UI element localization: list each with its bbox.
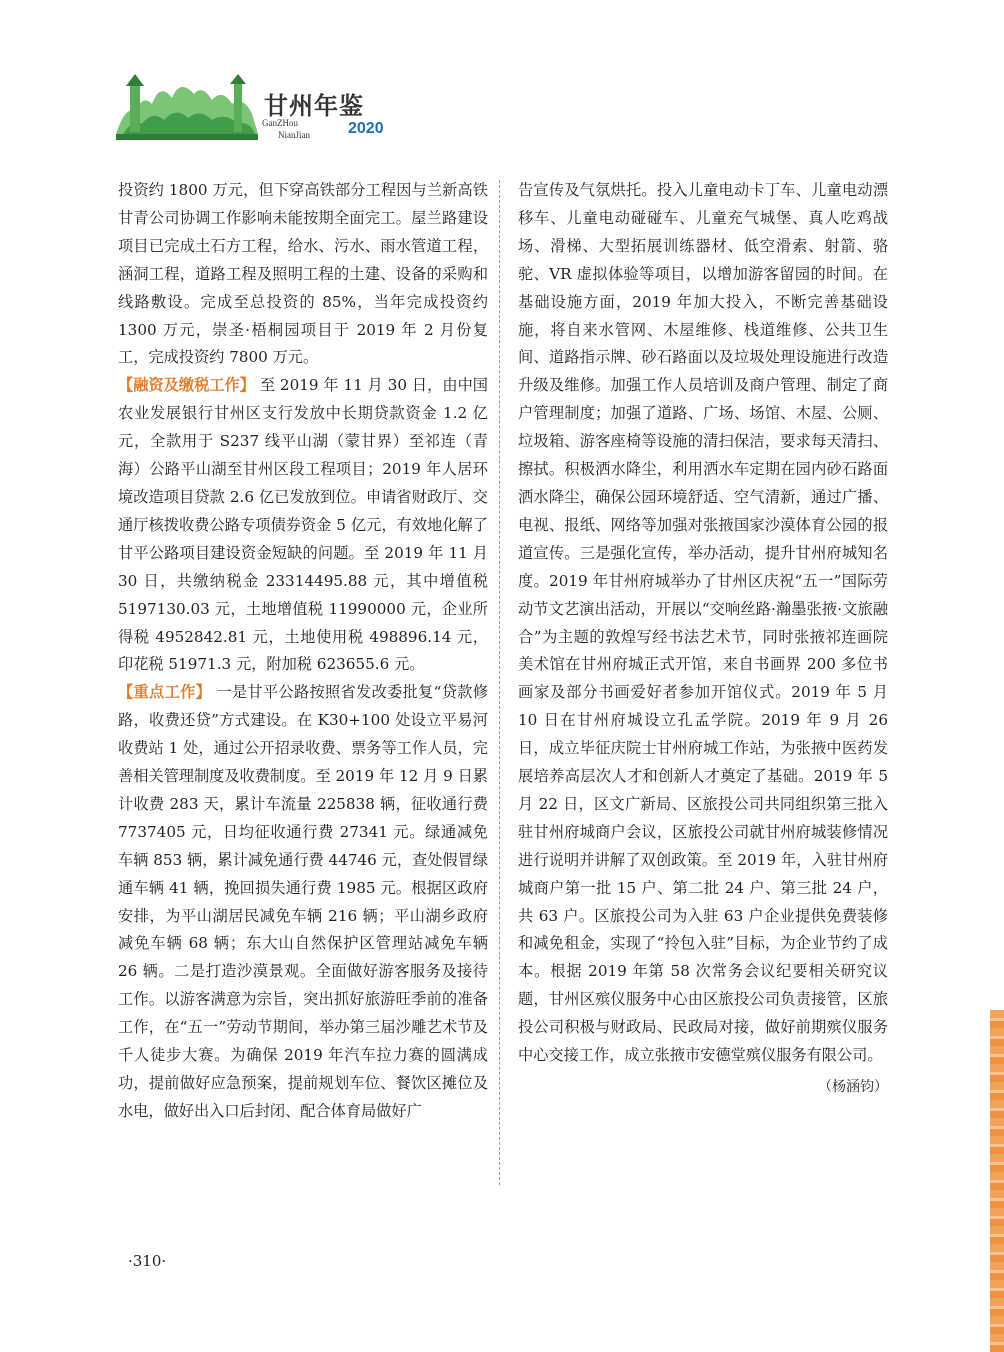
paragraph-text: 一是甘平公路按照省发改委批复“贷款修路，收费还贷”方式建设。在 K30+100 处设立平易河收费站 1 处，通过公开招录收费、票务等工作人员，完善相关管理制度及收费制度。至 2019 年 12 月 9 日累计收费 283 天，累计车流量 225838 辆，征收通行费 7737405 元，日均征收通行费 27341 元。绿通减免车辆 853 辆，累计减免通行费 44746 元，查处假冒绿通车辆 41 辆，挽回损失通行费 1985 元。根据区政府安排，为平山湖居民减免车辆 216 辆；平山湖乡政府减免车辆 68 辆；东大山自然保护区管理站减免车辆 26 辆。二是打造沙漠景观。全面做好游客服务及接待工作。以游客满意为宗旨，突出抓好旅游旺季前的准备工作，在“五一”劳动节期间，举办第三届沙雕艺术节及千人徒步大赛。为确保 2019 年汽车拉力赛的圆满成功，提前做好应急预案，提前规划车位、餐饮区摊位及水电，做好出入口后封闭、配合体育局做好广 bbox=[118, 683, 489, 1120]
paragraph bbox=[118, 177, 488, 372]
section-tag: 【重点工作】 bbox=[118, 683, 212, 702]
right-column bbox=[518, 177, 888, 1102]
yearbook-subtitle-2: NianJian bbox=[278, 130, 310, 140]
paragraph bbox=[118, 679, 488, 1126]
paragraph bbox=[518, 177, 888, 1070]
side-tab-decoration bbox=[990, 1010, 1004, 1352]
yearbook-year: 2020 bbox=[348, 120, 384, 137]
paragraph-text: 告宣传及气氛烘托。投入儿童电动卡丁车、儿童电动漂移车、儿童电动碰碰车、儿童充气城堡、真人吃鸡战场、滑梯、大型拓展训练器材、低空滑索、射箭、骆驼、VR 虚拟体验等项目，以增加游客留园的时间。在基础设施方面，2019 年加大投入，不断完善基础设施，将自来水管网、木屋维修、栈道维修、公共卫生间、道路指示牌、砂石路面以及垃圾处理设施进行改造升级及维修。加强工作人员培训及商户管理、制定了商户管理制度；加强了道路、广场、场馆、木屋、公厕、垃圾箱、游客座椅等设施的清扫保洁，要求每天清扫、擦拭。积极洒水降尘，利用洒水车定期在园内砂石路面洒水降尘，确保公园环境舒适、空气清新，通过广播、电视、报纸、网络等加强对张掖国家沙漠体育公园的报道宣传。三是强化宣传，举办活动，提升甘州府城知名度。2019 年甘州府城举办了甘州区庆祝“五一”国际劳动节文艺演出活动，开展以“交响丝路·瀚墨张掖·文旅融合”为主题的敦煌写经书法艺术节，同时张掖祁连画院美术馆在甘州府城正式开馆，来自书画界 200 多位书画家及部分书画爱好者参加开馆仪式。2019 年 5 月 10 日在甘州府城设立孔孟学院。2019 年 9 月 26 日，成立毕征庆院士甘州府城工作站，为张掖中医药发展培养高层次人才和创新人才奠定了基础。2019 年 5 月 22 日，区文广新局、区旅投公司共同组织第三批入驻甘州府城商户会议，区旅投公司就甘州府城装修情况进行说明并讲解了双创政策。至 2019 年，入驻甘州府城商户第一批 15 户、第二批 24 户、第三批 24 户，共 63 户。区旅投公司为入驻 63 户企业提供免费装修和减免租金，实现了“拎包入驻”目标，为企业节约了成本。根据 2019 年第 58 次常务会议纪要相关研究议题，甘州区殡仪服务中心由区旅投公司负责接管，区旅投公司积极与财政局、民政局对接，做好前期殡仪服务中心交接工作，成立张掖市安德堂殡仪服务有限公司。 bbox=[518, 181, 888, 1065]
paragraph-text: 投资约 1800 万元，但下穿高铁部分工程因与兰新高铁甘青公司协调工作影响未能按期全面完工。屋兰路建设项目已完成土石方工程，给水、污水、雨水管道工程，涵洞工程，道路工程及照明工程的土建、设备的采购和线路敷设。完成至总投资的 85%，当年完成投资约 1300 万元，崇圣·梧桐园项目于 2019 年 2 月份复工，完成投资约 7800 万元。 bbox=[118, 181, 488, 367]
yearbook-subtitle-1: GanZHou bbox=[262, 118, 298, 128]
yearbook-title: 甘州年鉴 bbox=[264, 91, 364, 120]
paragraph-text: 至 2019 年 11 月 30 日，由中国农业发展银行甘州区支行发放中长期贷款资金 1.2 亿元，全款用于 S237 线平山湖（蒙甘界）至祁连（青海）公路平山湖至甘州区段工程项目；2019 年人居环境改造项目贷款 2.6 亿已发放到位。申请省财政厅、交通厅核拨收费公路专项债券资金 5 亿元，有效地化解了甘平公路项目建设资金短缺的问题。至 2019 年 11 月 30 日，共缴纳税金 23314495.88 元，其中增值税 5197130.03 元，土地增值税 11990000 元，企业所得税 4952842.81 元，土地使用税 498896.14 元，印花税 51971.3 元，附加税 623655.6 元。 bbox=[118, 376, 488, 674]
header bbox=[116, 74, 416, 146]
paragraph bbox=[118, 372, 488, 679]
yearbook-logo-icon bbox=[116, 74, 258, 142]
column-divider bbox=[499, 180, 500, 1185]
page-number: ·310· bbox=[128, 1252, 167, 1270]
section-tag: 【融资及缴税工作】 bbox=[118, 376, 255, 395]
author: （杨涵钧） bbox=[818, 1079, 888, 1095]
left-column bbox=[118, 177, 488, 1126]
